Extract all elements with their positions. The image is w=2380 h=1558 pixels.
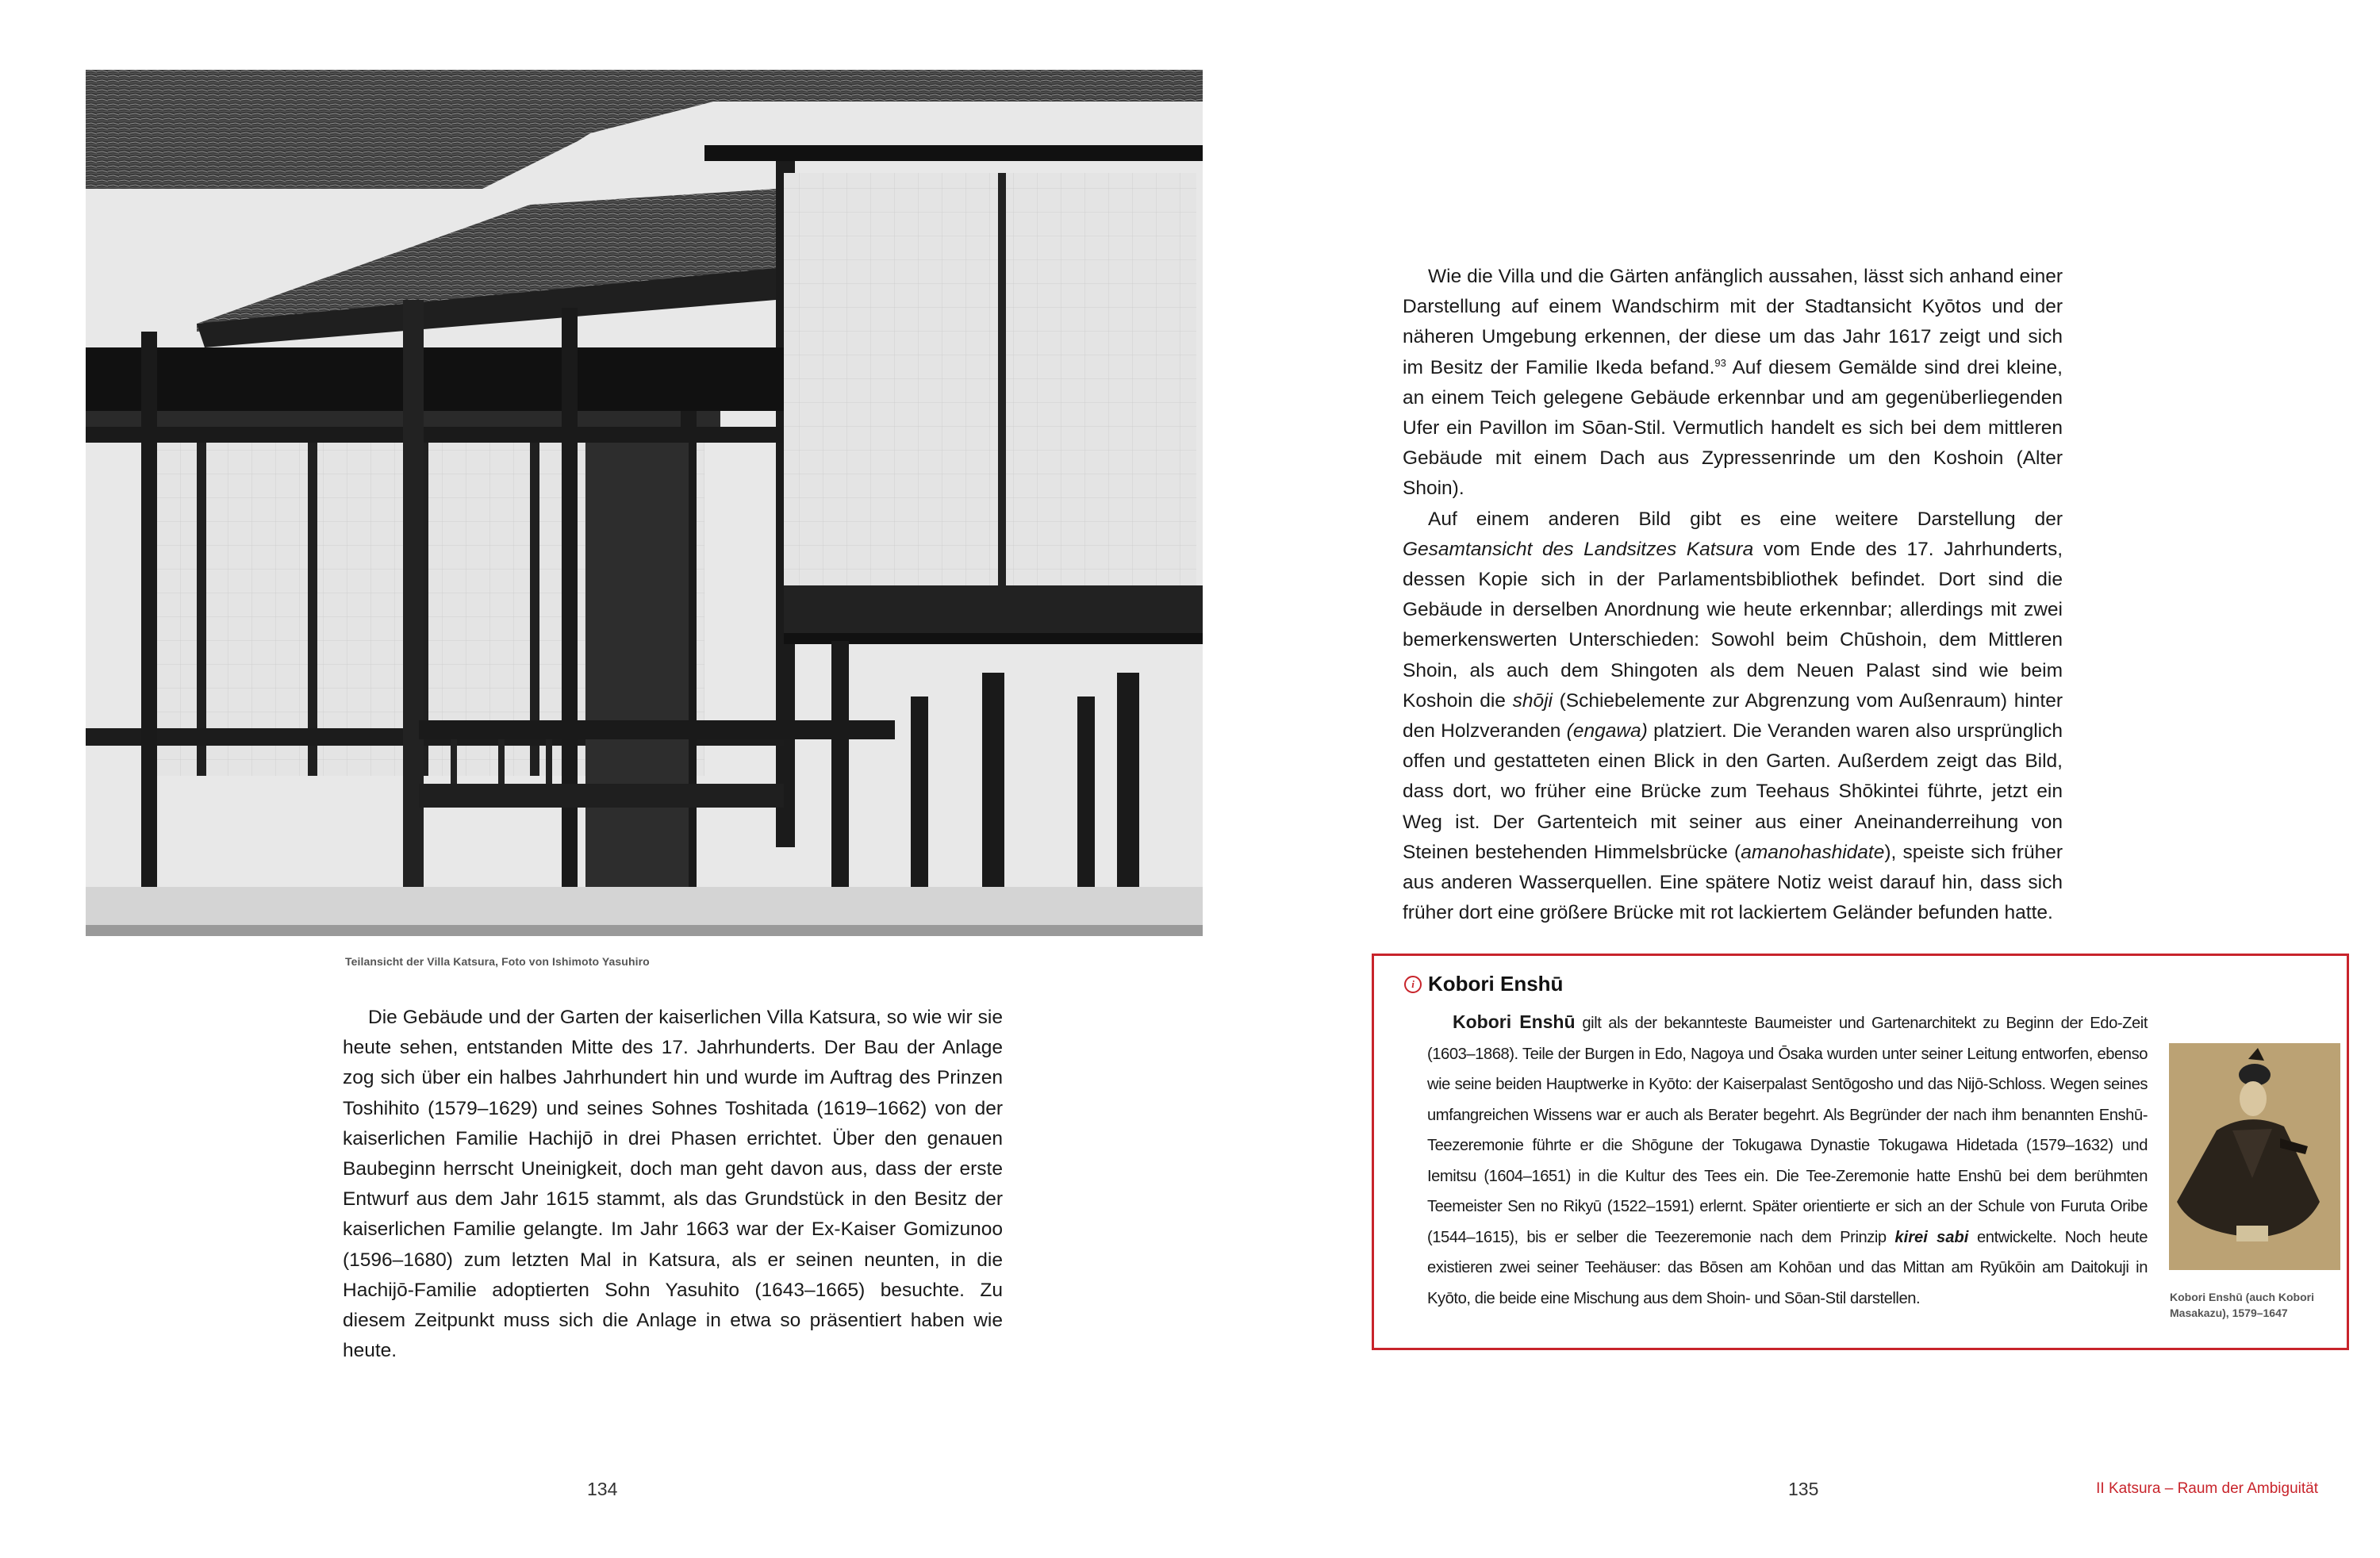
villa-katsura-photo: [86, 70, 1203, 936]
kobori-enshu-portrait: [2169, 1043, 2340, 1270]
p2-artwork-title: Gesamtansicht des Landsitzes Katsura: [1403, 538, 1754, 560]
p2-term-shoji: shōji: [1512, 689, 1553, 712]
info-box-kobori-enshu: [1372, 954, 2349, 1350]
p2-text-a: Auf einem anderen Bild gibt es eine weitere Darstellung der: [1428, 508, 2063, 530]
photo-illustration: [86, 70, 1203, 936]
page-number-left: 134: [587, 1479, 618, 1499]
info-box-title: [1404, 972, 1563, 996]
left-paragraph: Die Gebäude und der Garten der kaiserlichen Villa Katsura, so wie wir sie heute sehen, entstanden Mitte des 17. Jahrhunderts. Der Bau der Anlage zog sich über ein halbes Jahrhundert hin und wurde im Auftrag des Prinzen Toshihito (1579–1629) und seines Sohnes Toshitada (1619–1662) von der kaiserlichen Familie Hachijō in drei Phasen errichtet. Über den genauen Baubeginn herrscht Uneinigkeit, doch man geht davon aus, dass der erste Entwurf aus dem Jahr 1615 stammt, als das Grundstück in den Besitz der kaiserlichen Familie gelangte. Im Jahr 1663 war der Ex-Kaiser Gomizunoo (1596–1680) zum letzten Mal in Katsura, als er seinen neunten, in die Hachijō-Familie adoptierten Sohn Yasuhito (1643–1665) besuchte. Zu diesem Zeitpunkt muss sich die Anlage in etwa so präsentiert haben wie heute.: [343, 1007, 1003, 1362]
right-body-text: [1403, 262, 2063, 928]
p2-text-c: (Schiebelemente zur Abgrenzung vom Außenraum) hinter den Holzveranden: [1403, 689, 2063, 743]
info-paragraph: [1427, 1007, 2148, 1314]
p1-text-b: Auf diesem Gemälde sind drei kleine, an einem Teich gelegene Gebäude erkennbar und am gegenüberliegenden Ufer ein Pavillon im Sōan-Stil. Vermutlich handelt es sich bei dem mittleren Gebäude mit einem Dach aus Zypressenrinde um den Koshoin (Alter Shoin).: [1403, 356, 2063, 500]
right-paragraph-1: [1403, 262, 2063, 505]
info-text-a: gilt als der bekannteste Baumeister und Gartenarchitekt zu Beginn der Edo-Zeit (1603–1868). Teile der Burgen in Edo, Nagoya und Ōsaka wurden unter seiner Leitung entworfen, ebenso wie seine beiden Hauptwerke in Kyōto: der Kaiserpalast Sentōgosho und das Nijō-Schloss. Wegen seines umfangreichen Wissens war er auch als Berater begehrt. Als Begründer der nach ihm benannten Enshū-Teezeremonie führte er die Shōgune der Tokugawa Dynastie Tokugawa Hidetada (1579–1632) und Iemitsu (1604–1651) in die Kultur des Tees ein. Die Tee-Zeremonie hatte Enshū bei dem berühmten Teemeister Sen no Rikyū (1522–1591) erlernt. Später orientierte er sich an der Schule von Furuta Oribe (1544–1615), bis er selber die Teezeremonie nach dem Prinzip: [1427, 1015, 2148, 1246]
info-lead: Kobori Enshū: [1453, 1011, 1576, 1032]
right-paragraph-2: [1403, 505, 2063, 929]
p1-text-a: Wie die Villa und die Gärten anfänglich aussahen, lässt sich anhand einer Darstellung auf einem Wandschirm mit der Stadtansicht Kyōtos und der näheren Umgebung erkennen, der diese um das Jahr 1617 zeigt und sich im Besitz der Familie Ikeda befand.: [1403, 266, 2063, 378]
p2-text-e: ), speiste sich früher aus anderen Wasserquellen. Eine spätere Notiz weist darauf hin, dass sich früher dort eine größere Brücke mit rot lackiertem Geländer befunden hatte.: [1403, 841, 2063, 924]
info-box-text: [1427, 1007, 2148, 1314]
footnote-ref-93[interactable]: 93: [1714, 356, 1726, 369]
page-number-right: 135: [1788, 1479, 1819, 1499]
running-head: II Katsura – Raum der Ambiguität: [2096, 1480, 2318, 1497]
portrait-illustration: [2169, 1043, 2340, 1270]
p2-term-engawa: (engawa): [1566, 720, 1648, 743]
photo-caption: Teilansicht der Villa Katsura, Foto von Ishimoto Yasuhiro: [345, 955, 650, 968]
right-page: [1190, 0, 2380, 1558]
p2-text-d: platziert. Die Veranden waren also ursprünglich offen und gestatteten einen Blick in den Garten. Außerdem zeigt das Bild, dass dort, wo früher eine Brücke zum Teehaus Shōkintei führte, jetzt ein Weg ist. Der Gartenteich mit seiner aus einer Aneinanderreihung von Steinen bestehenden Himmelsbrücke (: [1403, 720, 2063, 863]
info-text-b: entwickelte. Noch heute existieren zwei seiner Teehäuser: das Bōsen am Kohōan und das Mittan am Ryūkōin am Daitokuji in Kyōto, die beide eine Mischung aus dem Shoin- und Sōan-Stil darstellen.: [1427, 1228, 2148, 1307]
info-icon: i: [1404, 976, 1422, 993]
left-body-text: [343, 1003, 1003, 1366]
info-term-kirei-sabi: kirei sabi: [1894, 1228, 1969, 1246]
info-title-text: Kobori Enshū: [1428, 972, 1564, 996]
p2-text-b: vom Ende des 17. Jahrhunderts, dessen Kopie sich in der Parlamentsbibliothek befindet. Dort sind die Gebäude in derselben Anordnung wie heute erkennbar; allerdings mit zwei bemerkenswerten Unterschieden: Sowohl beim Chūshoin, dem Mittleren Shoin, als auch dem Shingoten als dem Neuen Palast sind wie beim Koshoin die: [1403, 538, 2063, 712]
portrait-caption: Kobori Enshū (auch Kobori Masakazu), 1579–1647: [2170, 1291, 2314, 1319]
p2-term-amanohashidate: amanohashidate: [1741, 841, 1885, 863]
